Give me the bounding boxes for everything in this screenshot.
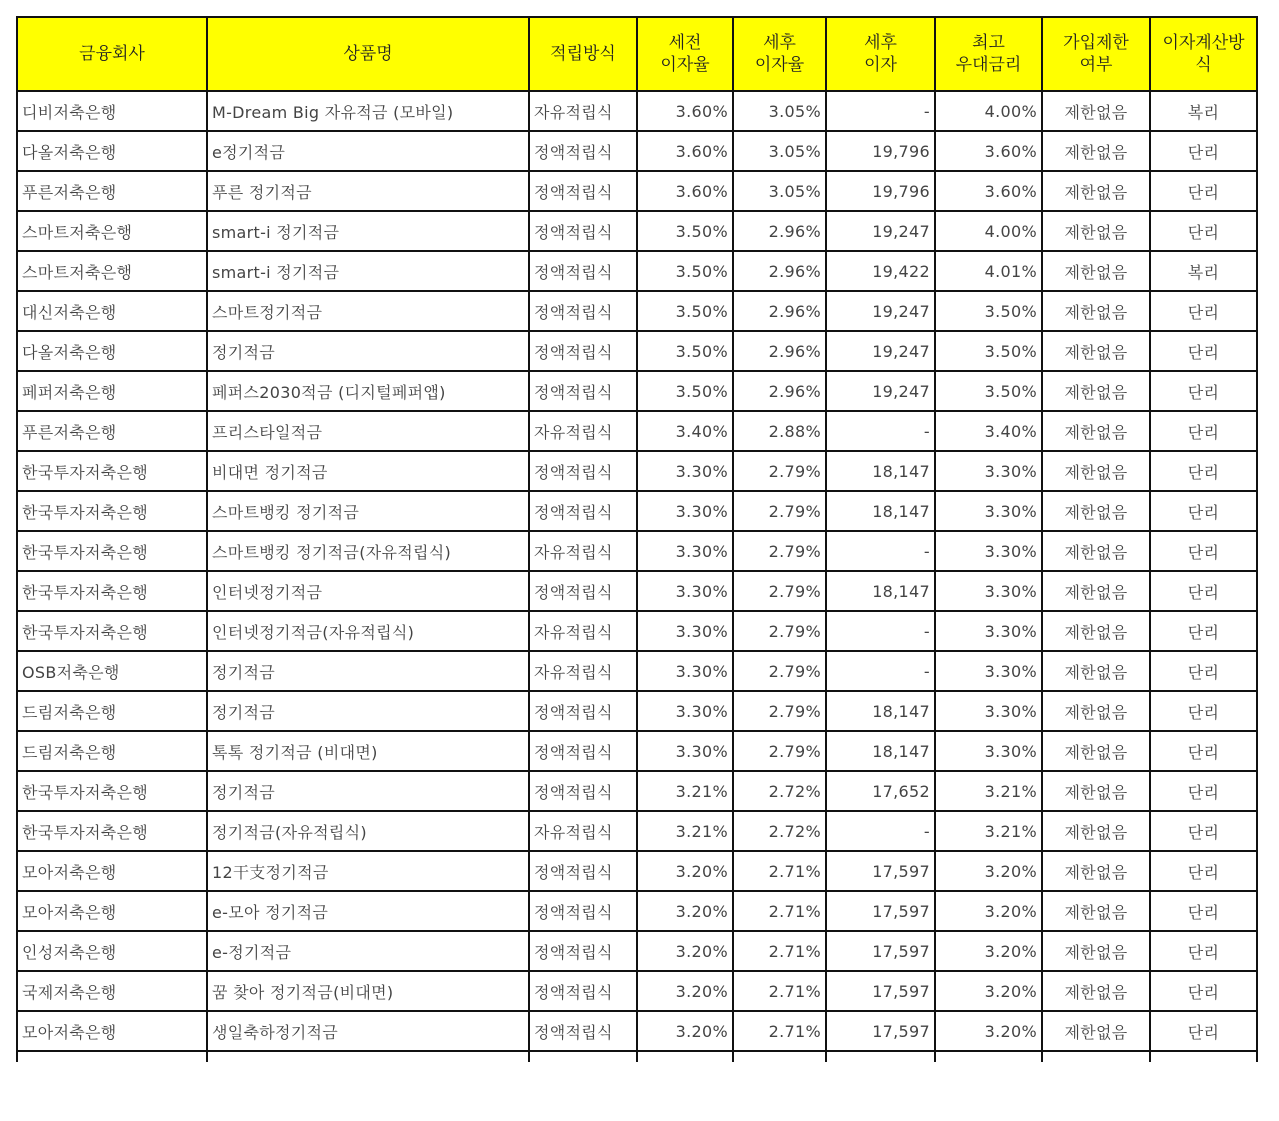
cell-pretax-rate: 3.21%	[637, 771, 733, 811]
cell-deposit-method: 정액적립식	[529, 131, 637, 171]
cell-aftertax-rate: 2.79%	[733, 571, 826, 611]
table-row	[17, 971, 1257, 1011]
cell-max-preferential-rate: 3.20%	[935, 931, 1042, 971]
cell-aftertax-interest: 19,247	[826, 331, 935, 371]
cell-aftertax-rate: 2.71%	[733, 851, 826, 891]
cell-aftertax-interest: 18,147	[826, 491, 935, 531]
cell-product-name: 정기적금	[207, 651, 529, 691]
cell-product-name: 생일축하정기적금	[207, 1011, 529, 1051]
table-row	[17, 331, 1257, 371]
table-row	[17, 531, 1257, 571]
cell-deposit-method: 정액적립식	[529, 931, 637, 971]
header-cell-product: 상품명	[207, 17, 529, 91]
table-row	[17, 1011, 1257, 1051]
cell-interest-calc: 복리	[1150, 91, 1257, 131]
cell-interest-calc: 단리	[1150, 811, 1257, 851]
table-row	[17, 291, 1257, 331]
cell-aftertax-interest: -	[826, 811, 935, 851]
cell-aftertax-interest: -	[826, 91, 935, 131]
cell-aftertax-rate: 2.71%	[733, 931, 826, 971]
cell-aftertax-rate: 2.96%	[733, 371, 826, 411]
cell-company: 디비저축은행	[17, 91, 207, 131]
cell-interest-calc: 복리	[1150, 251, 1257, 291]
cell-pretax-rate: 3.50%	[637, 291, 733, 331]
cell-product-name: 스마트뱅킹 정기적금	[207, 491, 529, 531]
cell-company: 스마트저축은행	[17, 211, 207, 251]
cell-max-preferential-rate: 3.30%	[935, 491, 1042, 531]
cell-interest-calc: 단리	[1150, 691, 1257, 731]
cell-join-restriction: 제한없음	[1042, 851, 1150, 891]
cell-interest-calc: 단리	[1150, 371, 1257, 411]
cell-aftertax-rate: 2.79%	[733, 611, 826, 651]
cell-company: 푸른저축은행	[17, 411, 207, 451]
cell-company: 한국투자저축은행	[17, 611, 207, 651]
cell-max-preferential-rate: 3.20%	[935, 971, 1042, 1011]
cell-aftertax-interest: -	[826, 651, 935, 691]
cell-aftertax-rate: 2.96%	[733, 331, 826, 371]
cell-join-restriction: 제한없음	[1042, 971, 1150, 1011]
cell-aftertax-rate: 2.88%	[733, 411, 826, 451]
table-row	[17, 491, 1257, 531]
cell-interest-calc: 단리	[1150, 731, 1257, 771]
cell-product-name: 인터넷정기적금	[207, 571, 529, 611]
cell-deposit-method: 정액적립식	[529, 1011, 637, 1051]
cell-interest-calc: 단리	[1150, 491, 1257, 531]
cell-interest-calc: 단리	[1150, 211, 1257, 251]
table-row	[17, 371, 1257, 411]
cell-product-name: 정기적금	[207, 691, 529, 731]
cell-deposit-method: 자유적립식	[529, 91, 637, 131]
table-row	[17, 851, 1257, 891]
cell-interest-calc: 단리	[1150, 291, 1257, 331]
cell-deposit-method: 자유적립식	[529, 811, 637, 851]
cell-join-restriction: 제한없음	[1042, 811, 1150, 851]
cell-join-restriction: 제한없음	[1042, 131, 1150, 171]
cell-aftertax-interest: 18,147	[826, 691, 935, 731]
cell-aftertax-interest: 19,247	[826, 211, 935, 251]
header-cell-max-preferential-rate: 최고 우대금리	[935, 17, 1042, 91]
cell-max-preferential-rate: 3.30%	[935, 691, 1042, 731]
cell-company: 한국투자저축은행	[17, 491, 207, 531]
cell-company: 다올저축은행	[17, 331, 207, 371]
cell-pretax-rate: 3.30%	[637, 571, 733, 611]
cell-max-preferential-rate: 3.21%	[935, 811, 1042, 851]
cell-deposit-method: 정액적립식	[529, 251, 637, 291]
cell-max-preferential-rate: 3.20%	[935, 891, 1042, 931]
header-row	[17, 17, 1257, 91]
cell-product-name: e-모아 정기적금	[207, 891, 529, 931]
cell-product-name: 스마트뱅킹 정기적금(자유적립식)	[207, 531, 529, 571]
cell-join-restriction: 제한없음	[1042, 611, 1150, 651]
cell-deposit-method: 정액적립식	[529, 451, 637, 491]
cell-company: 한국투자저축은행	[17, 531, 207, 571]
cell-product-name: 비대면 정기적금	[207, 451, 529, 491]
table-row	[17, 691, 1257, 731]
cell-interest-calc: 단리	[1150, 331, 1257, 371]
cell-empty	[207, 1051, 529, 1062]
header-cell-aftertax-rate: 세후 이자율	[733, 17, 826, 91]
header-cell-company: 금융회사	[17, 17, 207, 91]
cell-aftertax-rate: 2.71%	[733, 1011, 826, 1051]
cell-product-name: e정기적금	[207, 131, 529, 171]
cell-pretax-rate: 3.30%	[637, 651, 733, 691]
cell-pretax-rate: 3.60%	[637, 171, 733, 211]
cell-join-restriction: 제한없음	[1042, 291, 1150, 331]
cell-company: 한국투자저축은행	[17, 771, 207, 811]
cell-aftertax-interest: 17,652	[826, 771, 935, 811]
cell-aftertax-rate: 3.05%	[733, 131, 826, 171]
table-row	[17, 811, 1257, 851]
cell-interest-calc: 단리	[1150, 531, 1257, 571]
cell-interest-calc: 단리	[1150, 891, 1257, 931]
cell-deposit-method: 정액적립식	[529, 891, 637, 931]
cell-join-restriction: 제한없음	[1042, 531, 1150, 571]
cell-empty	[733, 1051, 826, 1062]
cell-max-preferential-rate: 3.30%	[935, 451, 1042, 491]
cell-deposit-method: 자유적립식	[529, 411, 637, 451]
cell-aftertax-rate: 2.72%	[733, 811, 826, 851]
cell-product-name: smart-i 정기적금	[207, 211, 529, 251]
cell-product-name: 푸른 정기적금	[207, 171, 529, 211]
cell-interest-calc: 단리	[1150, 1011, 1257, 1051]
cell-deposit-method: 정액적립식	[529, 491, 637, 531]
table-row	[17, 171, 1257, 211]
cell-aftertax-interest: 18,147	[826, 451, 935, 491]
cell-company: OSB저축은행	[17, 651, 207, 691]
cell-max-preferential-rate: 4.01%	[935, 251, 1042, 291]
cell-pretax-rate: 3.20%	[637, 971, 733, 1011]
cell-empty	[935, 1051, 1042, 1062]
table-row	[17, 251, 1257, 291]
cell-join-restriction: 제한없음	[1042, 331, 1150, 371]
table-row	[17, 611, 1257, 651]
cell-aftertax-interest: 17,597	[826, 971, 935, 1011]
cell-interest-calc: 단리	[1150, 571, 1257, 611]
header-cell-pretax-rate: 세전 이자율	[637, 17, 733, 91]
table-row	[17, 731, 1257, 771]
cell-max-preferential-rate: 3.30%	[935, 531, 1042, 571]
cell-company: 모아저축은행	[17, 851, 207, 891]
cell-aftertax-interest: 17,597	[826, 891, 935, 931]
cell-company: 스마트저축은행	[17, 251, 207, 291]
cell-company: 한국투자저축은행	[17, 571, 207, 611]
savings-products-table	[16, 16, 1258, 1062]
cell-product-name: smart-i 정기적금	[207, 251, 529, 291]
cell-max-preferential-rate: 3.50%	[935, 291, 1042, 331]
cell-max-preferential-rate: 3.60%	[935, 171, 1042, 211]
cell-company: 대신저축은행	[17, 291, 207, 331]
table-row	[17, 651, 1257, 691]
cell-pretax-rate: 3.30%	[637, 451, 733, 491]
cell-aftertax-rate: 3.05%	[733, 171, 826, 211]
cell-company: 푸른저축은행	[17, 171, 207, 211]
table-row	[17, 571, 1257, 611]
header-cell-interest-calc: 이자계산방식	[1150, 17, 1257, 91]
cell-aftertax-rate: 2.96%	[733, 251, 826, 291]
cell-aftertax-interest: 19,422	[826, 251, 935, 291]
cell-deposit-method: 정액적립식	[529, 331, 637, 371]
cell-aftertax-rate: 2.79%	[733, 691, 826, 731]
cell-aftertax-rate: 2.79%	[733, 451, 826, 491]
cell-product-name: 톡톡 정기적금 (비대면)	[207, 731, 529, 771]
cell-join-restriction: 제한없음	[1042, 1011, 1150, 1051]
cell-max-preferential-rate: 3.40%	[935, 411, 1042, 451]
cell-deposit-method: 정액적립식	[529, 291, 637, 331]
cell-empty	[529, 1051, 637, 1062]
cell-aftertax-interest: 18,147	[826, 571, 935, 611]
table-row	[17, 771, 1257, 811]
cell-interest-calc: 단리	[1150, 131, 1257, 171]
cell-company: 모아저축은행	[17, 891, 207, 931]
cell-aftertax-interest: 17,597	[826, 1011, 935, 1051]
cell-company: 국제저축은행	[17, 971, 207, 1011]
cell-aftertax-interest: -	[826, 411, 935, 451]
table-row	[17, 451, 1257, 491]
cell-empty	[17, 1051, 207, 1062]
cell-aftertax-interest: 19,796	[826, 171, 935, 211]
cell-join-restriction: 제한없음	[1042, 371, 1150, 411]
cell-deposit-method: 정액적립식	[529, 211, 637, 251]
cell-max-preferential-rate: 3.20%	[935, 851, 1042, 891]
cell-product-name: 페퍼스2030적금 (디지털페퍼앱)	[207, 371, 529, 411]
cell-aftertax-interest: 19,796	[826, 131, 935, 171]
cell-aftertax-interest: 19,247	[826, 371, 935, 411]
table-row	[17, 131, 1257, 171]
cell-pretax-rate: 3.50%	[637, 211, 733, 251]
cell-join-restriction: 제한없음	[1042, 411, 1150, 451]
cell-deposit-method: 정액적립식	[529, 971, 637, 1011]
cell-interest-calc: 단리	[1150, 651, 1257, 691]
cell-company: 드림저축은행	[17, 731, 207, 771]
cell-aftertax-rate: 2.79%	[733, 531, 826, 571]
cell-max-preferential-rate: 3.50%	[935, 331, 1042, 371]
cell-deposit-method: 정액적립식	[529, 171, 637, 211]
cell-pretax-rate: 3.40%	[637, 411, 733, 451]
header-cell-deposit-method: 적립방식	[529, 17, 637, 91]
cell-aftertax-interest: 17,597	[826, 931, 935, 971]
cell-join-restriction: 제한없음	[1042, 691, 1150, 731]
cell-deposit-method: 자유적립식	[529, 651, 637, 691]
cell-interest-calc: 단리	[1150, 851, 1257, 891]
cell-max-preferential-rate: 3.30%	[935, 611, 1042, 651]
cell-empty	[826, 1051, 935, 1062]
cell-product-name: 12干支정기적금	[207, 851, 529, 891]
cell-deposit-method: 자유적립식	[529, 611, 637, 651]
cell-aftertax-rate: 2.79%	[733, 731, 826, 771]
cell-company: 다올저축은행	[17, 131, 207, 171]
cell-aftertax-interest: 17,597	[826, 851, 935, 891]
table-row	[17, 411, 1257, 451]
cell-join-restriction: 제한없음	[1042, 571, 1150, 611]
table-row-partial	[17, 1051, 1257, 1062]
cell-max-preferential-rate: 3.30%	[935, 651, 1042, 691]
cell-interest-calc: 단리	[1150, 931, 1257, 971]
cell-pretax-rate: 3.50%	[637, 331, 733, 371]
cell-product-name: 정기적금	[207, 331, 529, 371]
cell-max-preferential-rate: 4.00%	[935, 211, 1042, 251]
cell-product-name: M-Dream Big 자유적금 (모바일)	[207, 91, 529, 131]
cell-max-preferential-rate: 3.30%	[935, 571, 1042, 611]
cell-interest-calc: 단리	[1150, 171, 1257, 211]
cell-max-preferential-rate: 3.30%	[935, 731, 1042, 771]
cell-interest-calc: 단리	[1150, 411, 1257, 451]
cell-aftertax-interest: 18,147	[826, 731, 935, 771]
cell-product-name: 정기적금(자유적립식)	[207, 811, 529, 851]
cell-pretax-rate: 3.20%	[637, 891, 733, 931]
cell-product-name: 프리스타일적금	[207, 411, 529, 451]
cell-product-name: e-정기적금	[207, 931, 529, 971]
cell-interest-calc: 단리	[1150, 611, 1257, 651]
cell-pretax-rate: 3.30%	[637, 531, 733, 571]
cell-join-restriction: 제한없음	[1042, 451, 1150, 491]
cell-aftertax-interest: 19,247	[826, 291, 935, 331]
cell-join-restriction: 제한없음	[1042, 171, 1150, 211]
cell-product-name: 꿈 찾아 정기적금(비대면)	[207, 971, 529, 1011]
cell-company: 한국투자저축은행	[17, 451, 207, 491]
cell-max-preferential-rate: 3.60%	[935, 131, 1042, 171]
cell-interest-calc: 단리	[1150, 771, 1257, 811]
cell-company: 모아저축은행	[17, 1011, 207, 1051]
cell-aftertax-rate: 2.71%	[733, 971, 826, 1011]
cell-deposit-method: 정액적립식	[529, 771, 637, 811]
cell-company: 드림저축은행	[17, 691, 207, 731]
cell-product-name: 정기적금	[207, 771, 529, 811]
cell-pretax-rate: 3.20%	[637, 1011, 733, 1051]
cell-join-restriction: 제한없음	[1042, 251, 1150, 291]
cell-aftertax-interest: -	[826, 611, 935, 651]
cell-pretax-rate: 3.30%	[637, 611, 733, 651]
cell-join-restriction: 제한없음	[1042, 731, 1150, 771]
table-row	[17, 91, 1257, 131]
cell-join-restriction: 제한없음	[1042, 931, 1150, 971]
cell-empty	[637, 1051, 733, 1062]
cell-empty	[1150, 1051, 1257, 1062]
cell-empty	[1042, 1051, 1150, 1062]
cell-aftertax-rate: 2.96%	[733, 211, 826, 251]
cell-max-preferential-rate: 4.00%	[935, 91, 1042, 131]
cell-pretax-rate: 3.60%	[637, 131, 733, 171]
cell-company: 페퍼저축은행	[17, 371, 207, 411]
cell-company: 인성저축은행	[17, 931, 207, 971]
cell-max-preferential-rate: 3.50%	[935, 371, 1042, 411]
cell-interest-calc: 단리	[1150, 451, 1257, 491]
cell-product-name: 스마트정기적금	[207, 291, 529, 331]
cell-deposit-method: 정액적립식	[529, 691, 637, 731]
cell-join-restriction: 제한없음	[1042, 211, 1150, 251]
cell-max-preferential-rate: 3.20%	[935, 1011, 1042, 1051]
cell-company: 한국투자저축은행	[17, 811, 207, 851]
cell-join-restriction: 제한없음	[1042, 91, 1150, 131]
cell-aftertax-interest: -	[826, 531, 935, 571]
cell-aftertax-rate: 2.72%	[733, 771, 826, 811]
cell-pretax-rate: 3.50%	[637, 251, 733, 291]
cell-aftertax-rate: 2.79%	[733, 491, 826, 531]
cell-pretax-rate: 3.50%	[637, 371, 733, 411]
table-row	[17, 891, 1257, 931]
cell-interest-calc: 단리	[1150, 971, 1257, 1011]
cell-aftertax-rate: 2.96%	[733, 291, 826, 331]
cell-product-name: 인터넷정기적금(자유적립식)	[207, 611, 529, 651]
cell-deposit-method: 자유적립식	[529, 531, 637, 571]
cell-join-restriction: 제한없음	[1042, 891, 1150, 931]
cell-aftertax-rate: 2.71%	[733, 891, 826, 931]
table-row	[17, 931, 1257, 971]
cell-deposit-method: 정액적립식	[529, 571, 637, 611]
cell-pretax-rate: 3.30%	[637, 491, 733, 531]
header-cell-aftertax-interest: 세후 이자	[826, 17, 935, 91]
cell-max-preferential-rate: 3.21%	[935, 771, 1042, 811]
cell-deposit-method: 정액적립식	[529, 851, 637, 891]
cell-pretax-rate: 3.30%	[637, 731, 733, 771]
cell-deposit-method: 정액적립식	[529, 731, 637, 771]
cell-pretax-rate: 3.21%	[637, 811, 733, 851]
cell-pretax-rate: 3.30%	[637, 691, 733, 731]
cell-join-restriction: 제한없음	[1042, 771, 1150, 811]
cell-pretax-rate: 3.60%	[637, 91, 733, 131]
cell-pretax-rate: 3.20%	[637, 851, 733, 891]
table-row	[17, 211, 1257, 251]
cell-deposit-method: 정액적립식	[529, 371, 637, 411]
cell-aftertax-rate: 3.05%	[733, 91, 826, 131]
cell-join-restriction: 제한없음	[1042, 651, 1150, 691]
cell-aftertax-rate: 2.79%	[733, 651, 826, 691]
cell-pretax-rate: 3.20%	[637, 931, 733, 971]
header-cell-join-restriction: 가입제한 여부	[1042, 17, 1150, 91]
cell-join-restriction: 제한없음	[1042, 491, 1150, 531]
